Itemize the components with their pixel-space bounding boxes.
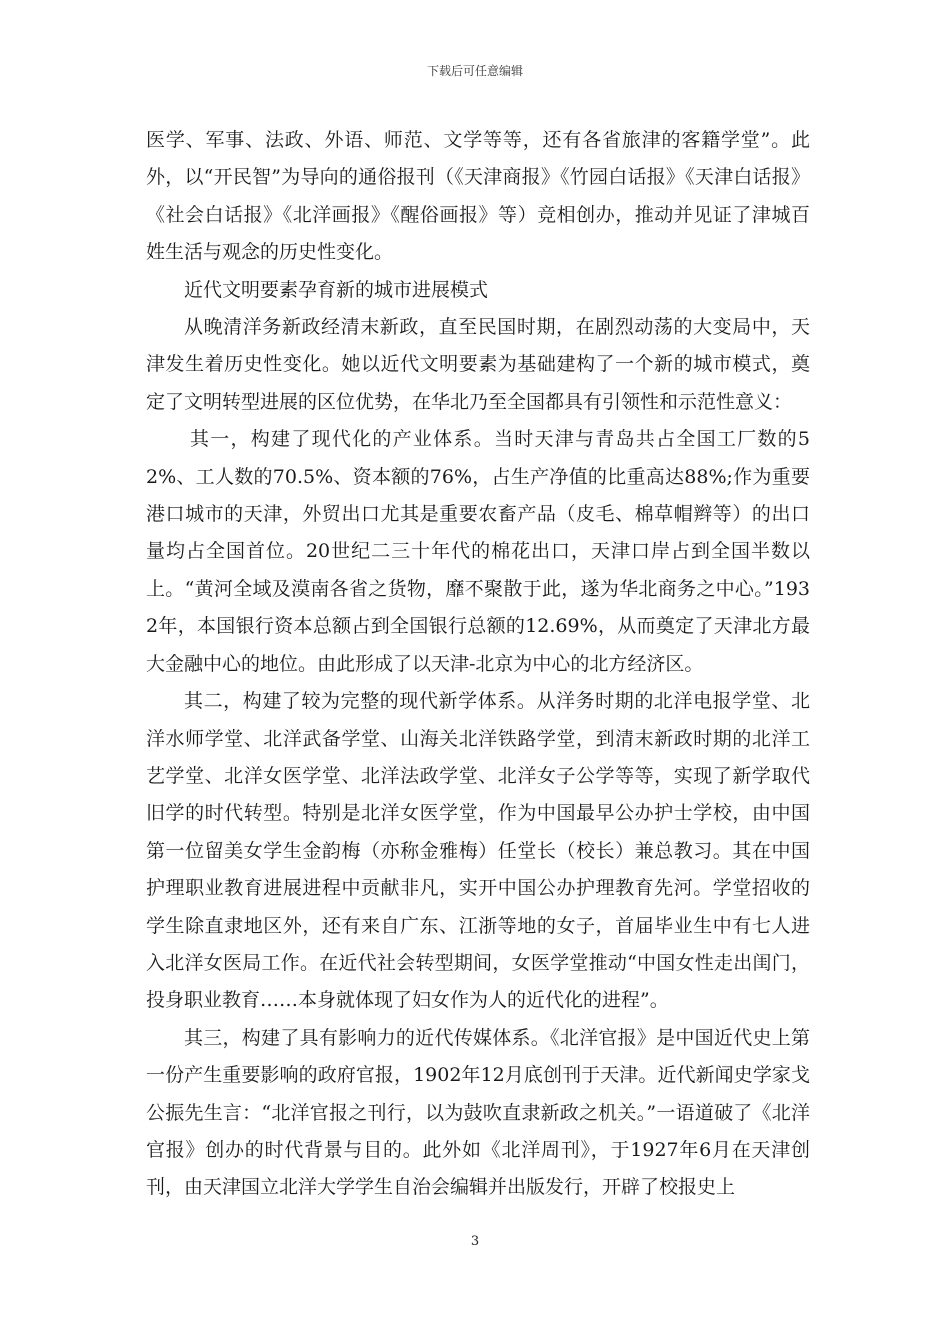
paragraph-continuation: 医学、军事、法政、外语、师范、文学等等，还有各省旅津的客籍学堂”。此外，以“开民智”为导向的通俗报刊（《天津商报》《竹园白话报》《天津白话报》《社会白话报》《北洋画报》《醒俗画报》等）竞相创办，推动并见证了津城百姓生活与观念的历史性变化。 [146, 129, 810, 264]
paragraph-industry: 其一，构建了现代化的产业体系。当时天津与青岛共占全国工厂数的52%、工人数的70.5%、资本额的76%，占生产净值的比重高达88%;作为重要港口城市的天津，外贸出口尤其是重要农畜产品（皮毛、棉草帽辫等）的出口量均占全国首位。20世纪二三十年代的棉花出口，天津口岸占到全国半数以上。“黄河全域及漠南各省之货物，靡不聚散于此，遂为华北商务之中心。”1932年，本国银行资本总额占到全国银行总额的12.69%，从而奠定了天津北方最大金融中心的地位。由此形成了以天津-北京为中心的北方经济区。 [146, 428, 810, 675]
paragraph-education: 其二，构建了较为完整的现代新学体系。从洋务时期的北洋电报学堂、北洋水师学堂、北洋武备学堂、山海关北洋铁路学堂，到清末新政时期的北洋工艺学堂、北洋女医学堂、北洋法政学堂、北洋女子公学等等，实现了新学取代旧学的时代转型。特别是北洋女医学堂，作为中国最早公办护士学校，由中国第一位留美女学生金韵梅（亦称金雅梅）任堂长（校长）兼总教习。其在中国护理职业教育进展进程中贡献非凡，实开中国公办护理教育先河。学堂招收的学生除直隶地区外，还有来自广东、江浙等地的女子，首届毕业生中有七人进入北洋女医局工作。在近代社会转型期间，女医学堂推动“中国女性走出闺门，投身职业教育……本身就体现了妇女作为人的近代化的进程”。 [146, 690, 810, 1012]
page-number: 3 [470, 1234, 480, 1249]
document-body [146, 122, 810, 1207]
paragraph-intro: 从晚清洋务新政经清末新政，直至民国时期，在剧烈动荡的大变局中，天津发生着历史性变化。她以近代文明要素为基础建构了一个新的城市模式，奠定了文明转型进展的区位优势，在华北乃至全国都具有引领性和示范性意义： [146, 316, 810, 413]
section-heading: 近代文明要素孕育新的城市进展模式 [184, 278, 489, 301]
paragraph-media: 其三，构建了具有影响力的近代传媒体系。《北洋官报》是中国近代史上第一份产生重要影响的政府官报，1902年12月底创刊于天津。近代新闻史学家戈公振先生言：“北洋官报之刊行，以为鼓吹直隶新政之机关。”一语道破了《北洋官报》创办的时代背景与目的。此外如《北洋周刊》，于1927年6月在天津创刊，由天津国立北洋大学学生自治会编辑并出版发行，开辟了校报史上 [146, 1026, 810, 1199]
page-header: 下载后可任意编辑 [426, 64, 523, 78]
